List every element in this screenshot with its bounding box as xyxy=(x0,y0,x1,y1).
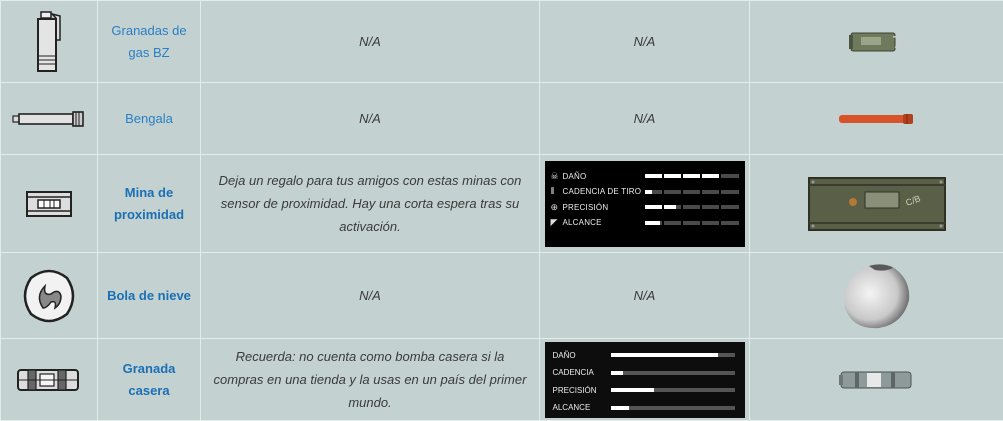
table-row xyxy=(1,155,1003,253)
stats-cell xyxy=(540,253,750,339)
icon-cell xyxy=(1,253,98,339)
proximity-mine-image xyxy=(807,176,947,232)
weapon-link-pipe-bomb[interactable] xyxy=(117,358,182,402)
image-cell xyxy=(750,83,1003,155)
table-row xyxy=(1,253,1003,339)
stat-label: CADENCIA DE TIRO xyxy=(563,187,645,196)
stat-row xyxy=(551,169,739,185)
stat-fill xyxy=(611,406,630,410)
icon-cell xyxy=(1,339,98,421)
weapon-name: proximidad xyxy=(114,207,184,222)
stat-label: PRECISIÓN xyxy=(553,386,611,395)
image-cell xyxy=(750,1,1003,83)
description-text: N/A xyxy=(359,34,381,49)
description-cell xyxy=(201,155,540,253)
stats-text: N/A xyxy=(634,288,656,303)
icon-cell xyxy=(1,83,98,155)
image-cell xyxy=(750,339,1003,421)
flare-icon xyxy=(11,108,87,130)
svg-text:C/B: C/B xyxy=(904,193,922,208)
name-cell xyxy=(98,253,201,339)
description-text xyxy=(201,345,539,414)
stats-text: N/A xyxy=(634,34,656,49)
description-cell xyxy=(201,339,540,421)
description-line: compras en una tienda y la usas en un país del primer xyxy=(214,372,527,387)
stat-bar xyxy=(611,406,735,410)
description-line: activación. xyxy=(339,219,400,234)
weapon-link-flare[interactable]: Bengala xyxy=(119,108,179,130)
description-text: N/A xyxy=(359,288,381,303)
stat-bar xyxy=(611,353,735,357)
stat-bar xyxy=(611,388,735,392)
description-cell xyxy=(201,253,540,339)
weapon-name: casera xyxy=(128,383,169,398)
stat-fill xyxy=(645,205,676,209)
stat-label: DAÑO xyxy=(563,172,645,181)
stats-cell xyxy=(540,155,750,253)
weapon-link-bz-gas[interactable] xyxy=(105,20,192,64)
range-icon: ◤ xyxy=(551,218,563,227)
image-cell xyxy=(750,253,1003,339)
stat-label: DAÑO xyxy=(553,351,611,360)
bz-gas-grenade-image xyxy=(847,29,907,55)
stats-cell xyxy=(540,83,750,155)
stat-bar xyxy=(645,221,739,225)
stats-cell xyxy=(540,1,750,83)
name-cell xyxy=(98,155,201,253)
stat-bar xyxy=(645,190,739,194)
ammo-icon: ⦀ xyxy=(551,187,563,196)
pipe-bomb-image xyxy=(837,367,917,393)
stat-fill xyxy=(611,371,623,375)
gas-grenade-icon xyxy=(32,10,66,74)
table-row xyxy=(1,339,1003,421)
stats-panel xyxy=(545,161,745,247)
stat-fill xyxy=(645,190,653,194)
stat-bar xyxy=(645,174,739,178)
stat-bar xyxy=(611,371,735,375)
description-line: mundo. xyxy=(348,395,391,410)
stat-row xyxy=(553,399,737,417)
stat-row xyxy=(553,364,737,382)
stat-label: CADENCIA xyxy=(553,368,611,377)
stat-fill xyxy=(611,388,654,392)
stat-fill xyxy=(611,353,719,357)
stat-label: ALCANCE xyxy=(563,218,645,227)
stat-row xyxy=(551,200,739,216)
description-line: Deja un regalo para tus amigos con estas minas con xyxy=(219,173,522,188)
description-cell xyxy=(201,1,540,83)
name-cell xyxy=(98,339,201,421)
stat-row xyxy=(553,347,737,365)
proximity-mine-icon xyxy=(24,189,74,219)
stat-fill xyxy=(645,221,661,225)
flare-image xyxy=(837,112,917,126)
name-cell xyxy=(98,1,201,83)
stats-panel xyxy=(545,342,745,418)
stats-text: N/A xyxy=(634,111,656,126)
crosshair-icon: ⊕ xyxy=(551,203,563,212)
stat-label: ALCANCE xyxy=(553,403,611,412)
stat-bar xyxy=(645,205,739,209)
weapon-name: Mina de xyxy=(125,185,173,200)
name-cell xyxy=(98,83,201,155)
weapon-name: Granadas de xyxy=(111,23,186,38)
stat-row xyxy=(553,382,737,400)
icon-cell xyxy=(1,1,98,83)
description-line: sensor de proximidad. Hay una corta espera tras su xyxy=(221,196,519,211)
description-cell xyxy=(201,83,540,155)
weapon-link-snowball[interactable]: Bola de nieve xyxy=(101,285,197,307)
description-text xyxy=(201,169,539,238)
stat-label: PRECISIÓN xyxy=(563,203,645,212)
stat-row xyxy=(551,215,739,231)
table-row xyxy=(1,1,1003,83)
image-cell xyxy=(750,155,1003,253)
icon-cell xyxy=(1,155,98,253)
weapon-link-proximity-mine[interactable] xyxy=(108,182,190,226)
weapon-name: Granada xyxy=(123,361,176,376)
weapon-name: gas BZ xyxy=(128,45,169,60)
snowball-image xyxy=(839,258,915,334)
table-row xyxy=(1,83,1003,155)
stat-row xyxy=(551,184,739,200)
skull-icon: ☠ xyxy=(551,172,563,181)
snowball-icon xyxy=(21,266,77,326)
stats-cell xyxy=(540,339,750,421)
pipe-bomb-icon xyxy=(14,365,84,395)
description-text: N/A xyxy=(359,111,381,126)
description-line: Recuerda: no cuenta como bomba casera si la xyxy=(236,349,505,364)
